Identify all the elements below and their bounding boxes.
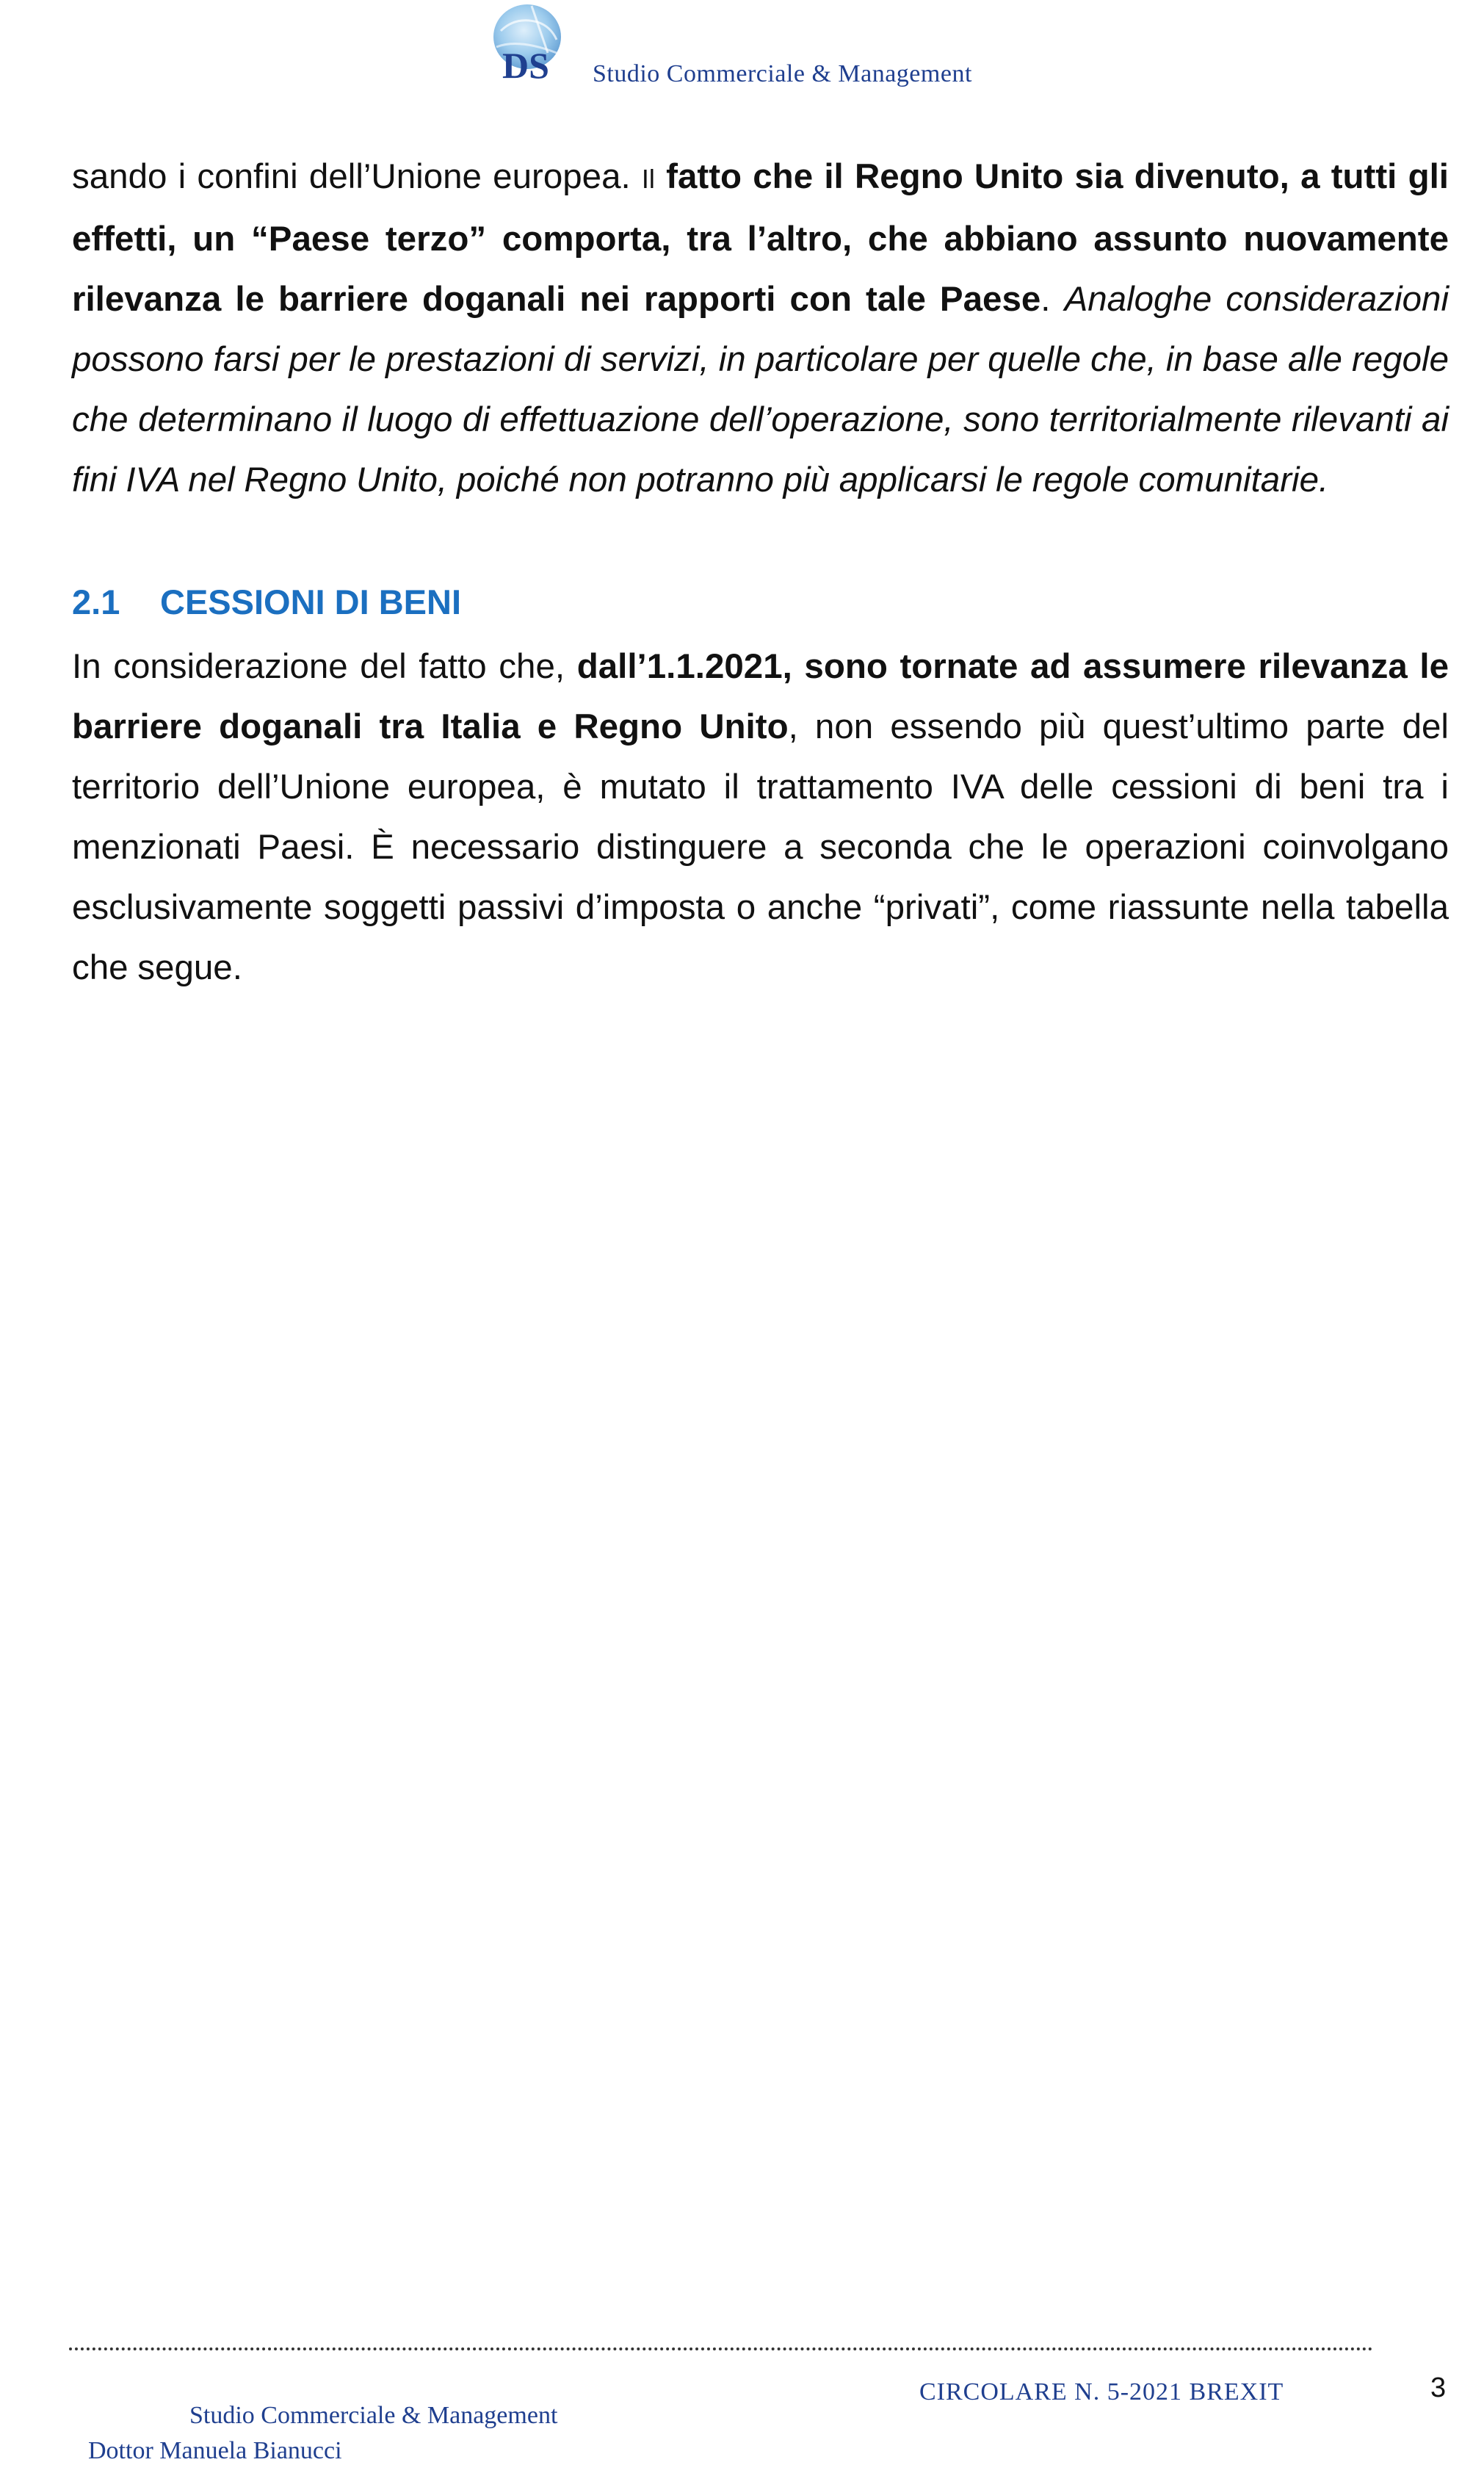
footer-divider [69, 2347, 1373, 2350]
svg-text:DS: DS [502, 45, 549, 86]
ds-logo [486, 1, 573, 88]
document-body [72, 147, 1449, 998]
paragraph-cessioni: In considerazione del fatto che, dall’1.1.2021, sono tornate ad assumere rilevanza le barriere doganali tra Italia e Regno Unito, non essendo più quest’ultimo parte del territorio dell’Unione europea, è mutato il trattamento IVA delle cessioni di beni tra i menzionati Paesi. È necessario distinguere a seconda che le operazioni coinvolgano esclusivamente soggetti passivi d’imposta o anche “privati”, come riassunte nella tabella che segue. [72, 647, 1449, 987]
paragraph-brexit-intro: sando i confini dell’Unione europea. Il fatto che il Regno Unito sia divenuto, a tutti gli effetti, un “Paese terzo” comporta, tra l’altro, che abbiano assunto nuovamente rilevanza le barriere doganali nei rapporti con tale Paese. Analoghe considerazioni possono farsi per le prestazioni di servizi, in particolare per quelle che, in base alle regole che determinano il luogo di effettuazione dell’operazione, sono territorialmente rilevanti ai fini IVA nel Regno Unito, poiché non potranno più applicarsi le regole comunitarie. [72, 157, 1449, 499]
section-title: CESSIONI DI BENI [160, 582, 462, 621]
footer-circolare: CIRCOLARE N. 5-2021 BREXIT [919, 2378, 1284, 2406]
footer-brand: Studio Commerciale & Management [189, 2402, 558, 2429]
footer-author: Dottor Manuela Bianucci [88, 2437, 342, 2464]
page-number: 3 [1430, 2372, 1447, 2403]
section-number: 2.1 [72, 582, 120, 621]
header-brand: Studio Commerciale & Management [593, 60, 972, 87]
page-header [0, 0, 1484, 103]
section-heading [72, 572, 1449, 632]
